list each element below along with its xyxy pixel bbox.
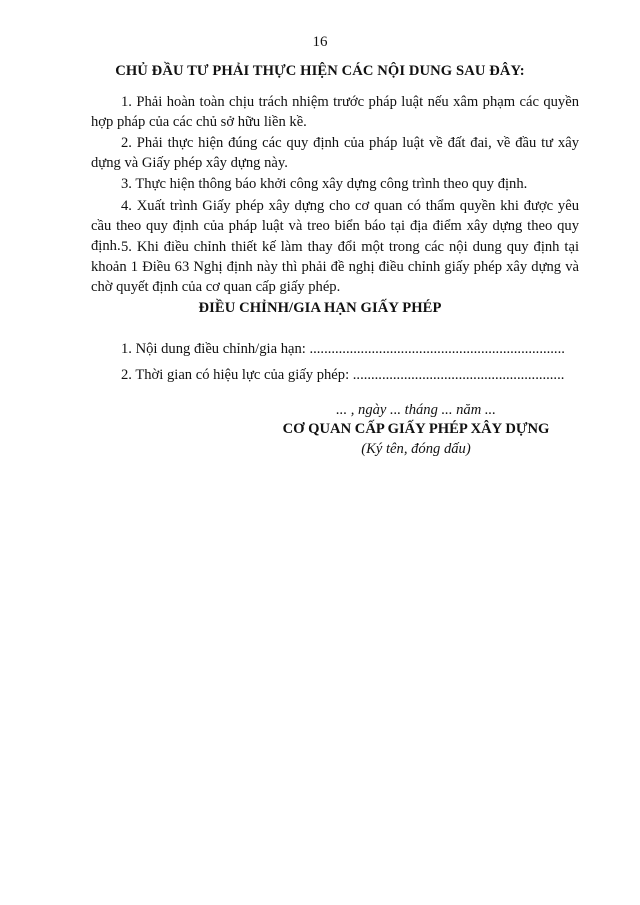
obligation-item: 3. Thực hiện thông báo khởi công xây dựng công trình theo quy định. bbox=[121, 176, 528, 192]
signature-note: (Ký tên, đóng dấu) bbox=[361, 441, 471, 457]
obligation-item: 1. Phải hoàn toàn chịu trách nhiệm trước pháp luật nếu xâm phạm các quyền hợp pháp của các chủ sở hữu liền kề. bbox=[91, 94, 579, 130]
adjustment-content-field: 1. Nội dung điều chỉnh/gia hạn: ...................................................................... bbox=[121, 341, 565, 357]
page-number: 16 bbox=[312, 34, 328, 50]
section-heading-obligations: CHỦ ĐẦU TƯ PHẢI THỰC HIỆN CÁC NỘI DUNG SAU ĐÂY: bbox=[115, 63, 525, 79]
issuing-authority: CƠ QUAN CẤP GIẤY PHÉP XÂY DỰNG bbox=[282, 421, 550, 437]
validity-period-field: 2. Thời gian có hiệu lực của giấy phép: .......................................................... bbox=[121, 367, 565, 383]
obligation-item: 4. Xuất trình Giấy phép xây dựng cho cơ quan có thẩm quyền khi được yêu cầu theo quy định của pháp luật và treo biển báo tại địa điểm xây dựng theo quy định. bbox=[91, 198, 579, 254]
obligation-item: 5. Khi điều chỉnh thiết kế làm thay đổi một trong các nội dung quy định tại khoản 1 Điều 63 Nghị định này thì phải đề nghị điều chỉnh giấy phép xây dựng và chờ quyết định của cơ quan cấp giấy phép. bbox=[91, 239, 579, 295]
section-heading-adjustment: ĐIỀU CHỈNH/GIA HẠN GIẤY PHÉP bbox=[198, 300, 442, 316]
obligation-item: 2. Phải thực hiện đúng các quy định của pháp luật về đất đai, về đầu tư xây dựng và Giấy phép xây dựng này. bbox=[91, 135, 579, 171]
signature-date-line: ... , ngày ... tháng ... năm ... bbox=[336, 402, 496, 418]
